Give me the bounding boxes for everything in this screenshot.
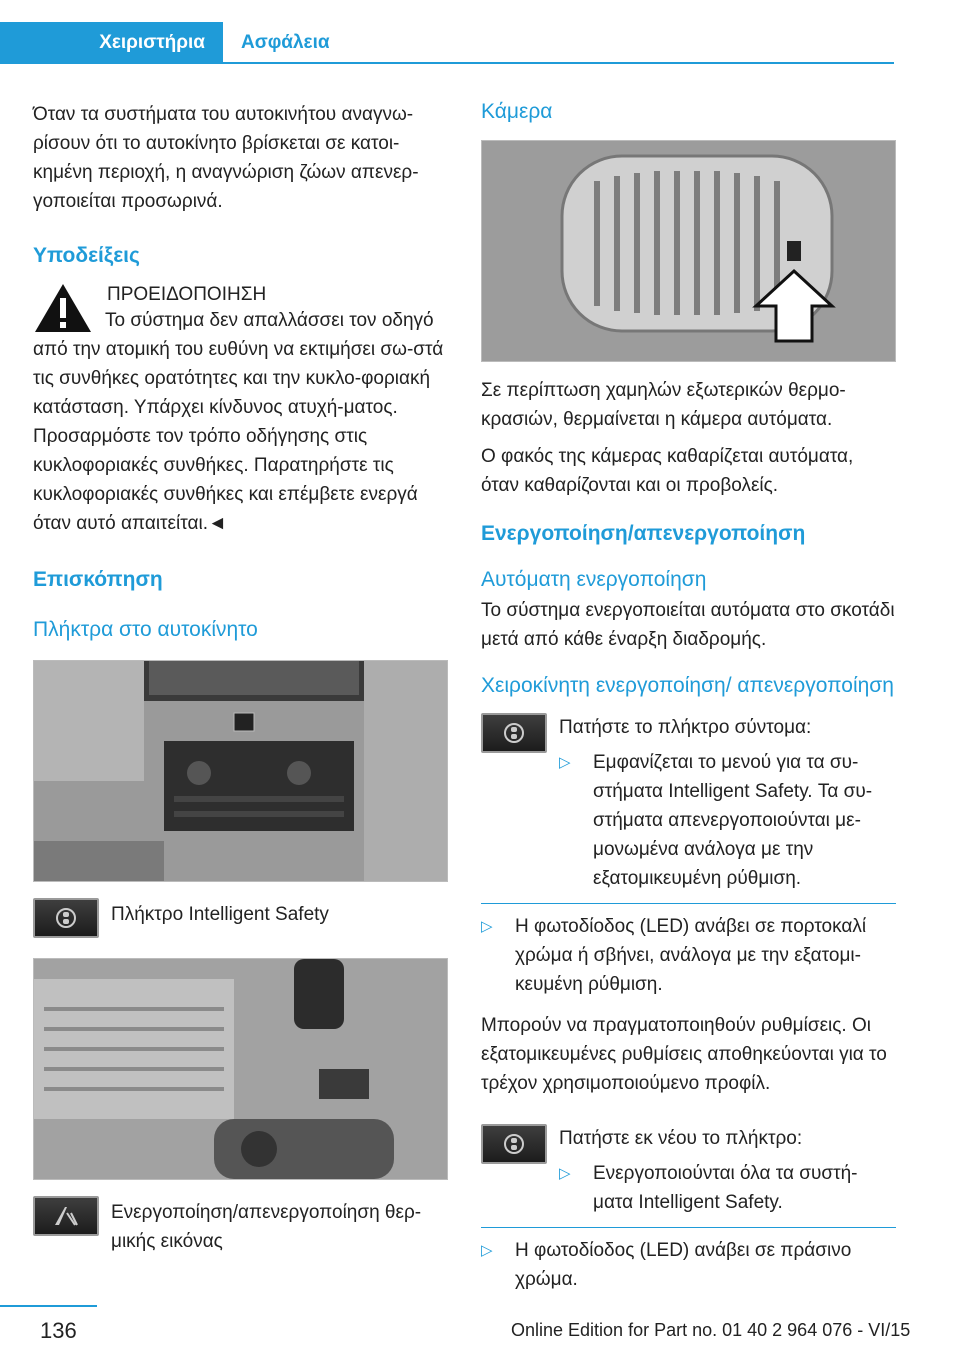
overview-heading: Επισκόπηση [33,568,163,591]
tab-safety[interactable]: Ασφάλεια [241,32,330,53]
list-item: ▷ Η φωτοδίοδος (LED) ανάβει σε πράσινο χρώμα. [481,1236,896,1294]
thermal-image-key-icon [33,1196,99,1236]
list-item: ▷ Ενεργοποιούνται όλα τα συστή‐ματα Intelligent Safety. [559,1159,896,1217]
thermal-image-key-label: Ενεργοποίηση/απενεργοποίηση θερ‐μικής εικόνας [111,1202,422,1252]
dashboard-photo [33,660,448,882]
edition-text: Online Edition for Part no. 01 40 2 964 076 - VI/15 [511,1320,911,1340]
again-press-list [559,1159,896,1217]
triangle-bullet-icon: ▷ [481,1242,493,1259]
onoff-heading: Ενεργοποίηση/απενεργοποίηση [481,522,806,545]
triangle-bullet-icon: ▷ [559,1165,571,1182]
camera-heading: Κάμερα [481,100,553,123]
page-number: 136 [40,1318,77,1343]
camera-text-1: Σε περίπτωση χαμηλών εξωτερικών θερμο‐κρασιών, θερμαίνεται η κάμερα αυτόματα. [481,380,846,430]
divider [481,903,896,904]
intelligent-safety-key-row [33,898,448,938]
footer-rule [0,1305,97,1307]
short-press-list [559,748,896,893]
settings-text: Μπορούν να πραγματοποιηθούν ρυθμίσεις. Οι εξατομικευμένες ρυθμίσεις αποθηκεύονται για το τρέχον χρησιμοποιούμενο προφίλ. [481,1015,887,1094]
press-short-text: Πατήστε το πλήκτρο σύντομα: [559,717,812,738]
intelligent-safety-key-icon-2 [481,713,547,753]
press-again-text: Πατήστε εκ νέου το πλήκτρο: [559,1128,803,1149]
short-press-list-2 [481,912,896,999]
light-switch-photo [33,958,448,1180]
list-item: ▷ Η φωτοδίοδος (LED) ανάβει σε πορτοκαλί χρώμα ή σβήνει, ανάλογα με την εξατομι‐κευμένη ρύθμιση. [481,912,896,999]
thermal-image-key-row [33,1196,448,1256]
header-tabbar [0,22,894,64]
intelligent-safety-key-icon-3 [481,1124,547,1164]
buttons-heading: Πλήκτρα στο αυτοκίνητο [33,618,258,641]
again-press-list-2 [481,1236,896,1294]
left-column [33,100,448,1256]
camera-text-2: Ο φακός της κάμερας καθαρίζεται αυτόματα, όταν καθαρίζονται και οι προβολείς. [481,446,854,496]
manual-heading: Χειροκίνητη ενεργοποίηση/ απενεργοποίηση [481,674,894,697]
intelligent-safety-key-icon [33,898,99,938]
press-again-row [481,1124,896,1217]
auto-text: Το σύστημα ενεργοποιείται αυτόματα στο σκοτάδι μετά από κάθε έναρξη διαδρομής. [481,600,895,650]
triangle-bullet-icon: ▷ [481,918,493,935]
warning-icon [33,280,93,336]
warning-text: Το σύστημα δεν απαλλάσσει τον οδηγό από την ατομική του ευθύνη να εκτιμήσει σω‐στά τις συνθήκες ορατότητες και την κυκλο‐φοριακή κατάσταση. Υπάρχει κίνδυνος ατυχή‐ματος. Προσαρμόστε τον τρόπο οδήγησης στις κυκλοφοριακές συνθήκες. Παρατηρήστε τις κυκλοφοριακές συνθήκες και επέμβετε ενεργά όταν αυτό απαιτείται.◄ [33,310,444,534]
press-short-row [481,713,896,893]
list-item: ▷ Εμφανίζεται το μενού για τα συ‐στήματα Intelligent Safety. Τα συ‐στήματα απενεργοποιούνται με‐μονωμένα ανάλογα με την εξατομικευμένη ρύθμιση. [559,748,896,893]
warning-title: ΠΡΟΕΙΔΟΠΟΙΗΣΗ [107,284,267,305]
intro-paragraph: Όταν τα συστήματα του αυτοκινήτου αναγνω‐ρίσουν ότι το αυτοκίνητο βρίσκεται σε κατοι‐κημένη περιοχή, η αναγνώριση ζώων απενερ‐γοποιείται προσωρινά. [33,104,419,212]
right-column [481,100,896,1294]
triangle-bullet-icon: ▷ [559,754,571,771]
divider [481,1227,896,1228]
notes-heading: Υποδείξεις [33,244,140,267]
tab-controls[interactable]: Χειριστήρια [0,22,223,62]
auto-heading: Αυτόματη ενεργοποίηση [481,568,707,591]
intelligent-safety-key-label: Πλήκτρο Intelligent Safety [111,904,329,925]
camera-grille-photo [481,140,896,362]
